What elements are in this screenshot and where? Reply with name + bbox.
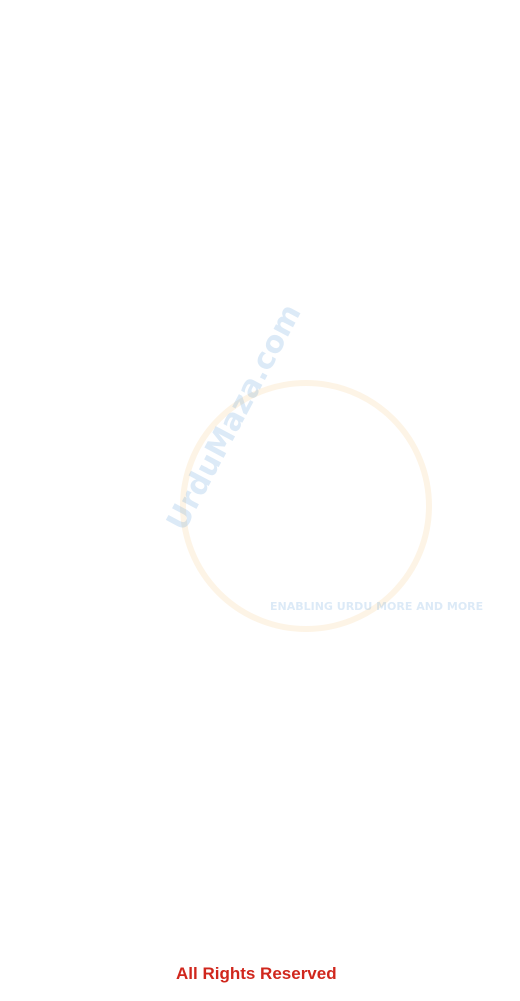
- article-paragraph: [6, 240, 514, 269]
- article-paragraph: [6, 209, 514, 238]
- article-paragraph: [6, 116, 514, 145]
- copyright-footer: [0, 958, 520, 994]
- watermark-logo-text: UrduMaza.com: [160, 298, 309, 537]
- article-paragraph: [6, 178, 514, 207]
- watermark-tagline: ENABLING URDU MORE AND MORE: [270, 600, 484, 613]
- article-paragraph: [6, 85, 514, 114]
- article-paragraph: [6, 147, 514, 176]
- rights-reserved-text: All Rights Reserved: [176, 964, 337, 983]
- article-headline: [0, 2, 520, 50]
- article-paragraph: [6, 54, 514, 83]
- article-body: [6, 54, 514, 930]
